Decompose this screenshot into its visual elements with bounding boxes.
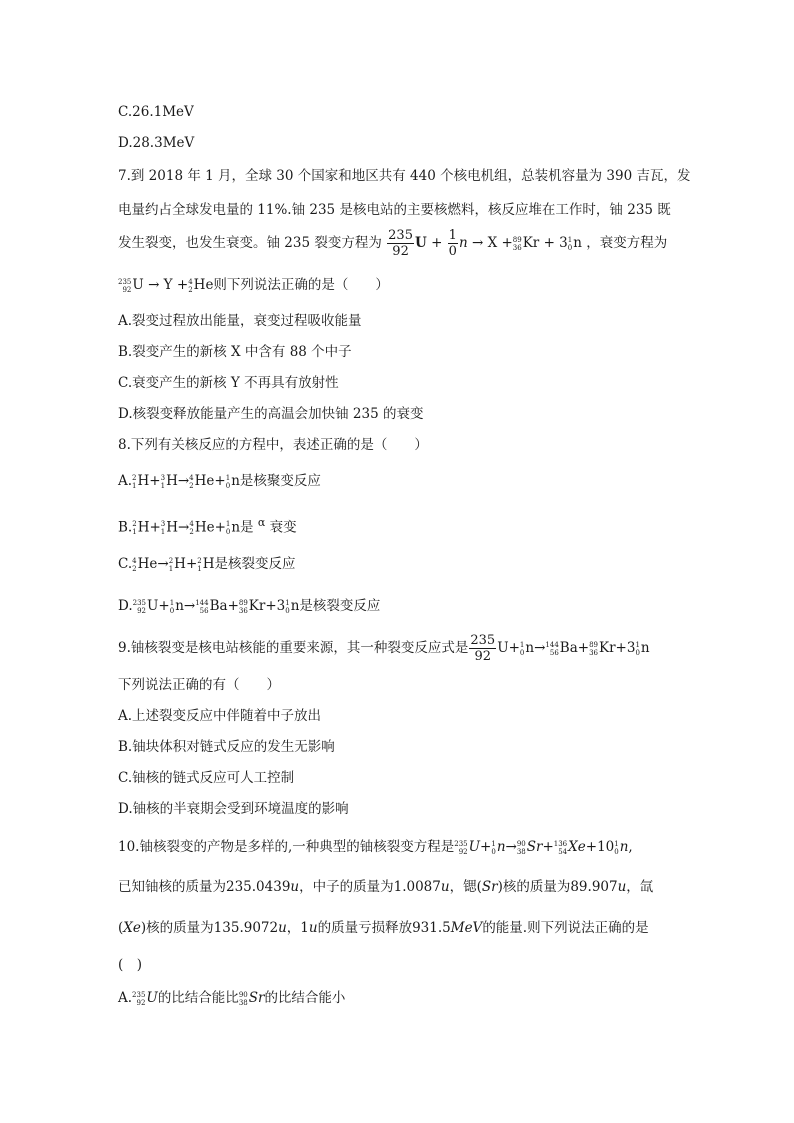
fraction-235-92 (469, 633, 496, 664)
frac-den: 0 (448, 244, 457, 259)
q10-line1-prefix: 10.铀核裂变的产物是多样的,一种典型的铀核裂变方程是 (118, 839, 455, 855)
atomic-number: 1 (160, 528, 166, 536)
q10-a-end: 的比结合能小 (264, 990, 346, 1006)
arrow: → (157, 556, 169, 572)
arrow: → (183, 598, 196, 614)
sym-he: He (137, 556, 158, 572)
atomic-number: 0 (225, 528, 231, 536)
atomic-number: 56 (199, 606, 209, 615)
sym-kr: Kr (248, 598, 266, 614)
mass-number: 4 (189, 473, 194, 482)
sym-h: H (166, 473, 178, 489)
nuclide-n (568, 236, 572, 252)
sym-sr: Sr (526, 839, 543, 855)
sym-y: Y (163, 277, 173, 293)
plus: + (577, 640, 590, 656)
plus: + (542, 839, 554, 855)
nuclide-n (635, 641, 639, 657)
sym-n: n (458, 235, 468, 251)
nuclide-sr (517, 840, 526, 856)
q9-option-b: B.铀块体积对链式反应的发生无影响 (118, 739, 335, 755)
nuclide-kr (513, 236, 522, 252)
sym-u: U (147, 598, 159, 614)
nuclide-n (226, 474, 230, 490)
q9-line-2: 下列说法正确的有（ ） (118, 677, 280, 693)
atomic-number: 1 (168, 564, 174, 573)
atomic-number: 1 (132, 528, 137, 536)
q9-line1-prefix: 9.铀核裂变是核电站核能的重要来源，其一种裂变反应式是 (118, 640, 469, 656)
mass-number: 2 (132, 520, 137, 528)
alpha-symbol: α (257, 516, 266, 529)
plus: + (615, 640, 627, 656)
q7-line4-suffix: He则下列说法正确的是（ ） (193, 277, 389, 293)
plus: + (149, 519, 161, 536)
atomic-number: 36 (512, 243, 522, 252)
nuclide-sr (239, 991, 248, 1007)
mass-number: 4 (188, 277, 193, 286)
atomic-number: 38 (238, 998, 248, 1007)
plus: + (185, 556, 198, 572)
mass-number: 89 (589, 640, 598, 649)
q7-option-d: D.核裂变释放能量产生的高温会加快铀 235 的衰变 (118, 406, 424, 422)
q7-line-1: 7.到 2018 年 1 月，全球 30 个国家和地区共有 440 个核电机组，总装机容量为 390 吉瓦，发 (118, 168, 691, 184)
q9-option-d: D.铀核的半衰期会受到环境温度的影响 (118, 801, 349, 817)
plus: + (480, 839, 492, 855)
fraction-1-0 (448, 228, 458, 259)
q7-line-2: 电量约占全球发电量的 11%.铀 235 是核电站的主要核燃料，核反应堆在工作时，铀 235 既 (118, 202, 671, 218)
sym-h: H (174, 556, 186, 572)
sym-h: H (137, 473, 150, 489)
atomic-number: 54 (558, 847, 568, 856)
atomic-number: 38 (516, 847, 526, 856)
sym-n: n (573, 235, 582, 251)
atomic-number: 92 (137, 606, 147, 615)
atomic-number: 0 (225, 481, 231, 490)
atomic-number: 1 (160, 481, 166, 490)
plus: + (265, 598, 277, 614)
atomic-number: 0 (519, 648, 525, 657)
nuclide-he (188, 278, 192, 294)
atomic-number: 92 (136, 998, 146, 1007)
mass-number: 235 (118, 277, 132, 286)
nuclide-u (132, 991, 145, 1007)
mass-number: 89 (238, 598, 248, 607)
atomic-number: 36 (589, 648, 598, 657)
mass-number: 2 (132, 473, 137, 482)
nuclide-he (189, 474, 193, 490)
option-c-prev: C.26.1MeV (118, 104, 194, 120)
q10-line-2 (118, 877, 653, 897)
q10-line-1: 10.铀核裂变的产物是多样的,一种典型的铀核裂变方程是 235 92 U+ 1 0 n→ 90 38 Sr+ 136 54 Xe+10 1 0 n, (118, 839, 633, 856)
unit-u: u (440, 879, 450, 895)
mass-number: 1 (225, 520, 231, 528)
sym-ba: Ba (209, 598, 228, 614)
arrow: → (178, 519, 190, 536)
q10-l2-c: ，锶( (449, 879, 482, 895)
mass-number: 4 (132, 556, 137, 565)
sym-n: n (525, 640, 535, 656)
sym-n: n (496, 839, 506, 855)
coef-3: 3 (276, 598, 286, 614)
mass-number: 144 (195, 598, 209, 607)
unit-u: u (308, 920, 318, 936)
arrow: → (177, 473, 190, 489)
mass-number: 1 (519, 640, 525, 649)
atomic-number: 2 (132, 564, 137, 573)
nuclide-h2 (132, 474, 136, 490)
q10-l2-d: )核的质量为 (497, 879, 571, 895)
nuclide-kr (239, 599, 248, 615)
sym-n: n (619, 839, 629, 855)
q8-b-end: 衰变 (269, 519, 297, 536)
mass-number: 1 (567, 235, 573, 244)
unit-mev: MeV (450, 920, 483, 936)
q8-a-tail: n是核聚变反应 (231, 473, 321, 489)
nuclide-n (614, 840, 618, 856)
sym-kr: Kr (522, 235, 540, 251)
coef-3: 3 (559, 235, 568, 251)
mass-number: 2 (197, 556, 202, 565)
mass-sr-value: 89.907 (570, 879, 618, 895)
atomic-number: 0 (567, 243, 573, 252)
q9-option-a: A.上述裂变反应中伴随着中子放出 (118, 708, 322, 724)
mass-number: 235 (454, 839, 468, 848)
nuclide-h3 (161, 520, 165, 536)
q8-option-a: A. 2 1 H+ 3 1 H→ 4 2 He+ 1 0 n是核聚变反应 (118, 473, 321, 490)
nuclide-n (285, 599, 289, 615)
atomic-number: 0 (614, 847, 619, 856)
arrow: → (505, 839, 517, 855)
plus: + (543, 235, 555, 251)
q10-option-a (118, 988, 345, 1008)
nuclide-ba (195, 599, 208, 615)
nuclide-u (118, 278, 131, 294)
frac-num: 235 (470, 633, 496, 648)
mass-number: 235 (132, 598, 147, 607)
mass-number: 1 (614, 839, 619, 848)
q7-line-4 (118, 275, 389, 295)
q8-stem: 8.下列有关核反应的方程中，表述正确的是（ ） (118, 437, 428, 453)
nuclide-n (170, 599, 174, 615)
nuclide-h3 (161, 474, 165, 490)
sym-he: He (194, 473, 215, 489)
sym-kr: Kr (599, 640, 616, 656)
energy-value: 931.5 (412, 920, 451, 936)
q10-a-prefix: A. (118, 990, 133, 1006)
plus: + (176, 277, 189, 293)
nuclide-kr (589, 641, 598, 657)
atomic-number: 56 (549, 648, 559, 657)
q8-option-d: D. 235 92 U+ 1 0 n→ 144 56 Ba+ 89 36 Kr+3 1 0 n是核裂变反应 (118, 598, 381, 615)
mass-number: 4 (189, 520, 194, 528)
q7-option-c: C.衰变产生的新核 Y 不再具有放射性 (118, 375, 339, 391)
mass-number: 1 (169, 598, 175, 607)
nuclide-he (132, 557, 136, 573)
q10-l3-d: 的质量亏损释放 (317, 920, 413, 936)
mass-number: 89 (512, 235, 522, 244)
coef-3: 3 (626, 640, 636, 656)
atomic-number: 0 (491, 847, 496, 856)
sym-h: H (166, 519, 179, 536)
q10-l3-e: 的能量.则下列说法正确的是 (482, 920, 649, 936)
mass-number: 144 (545, 640, 559, 649)
sym-u: U (497, 640, 509, 656)
mass-number: 1 (635, 640, 640, 649)
nuclide-u (454, 840, 467, 856)
unit-u: u (278, 920, 287, 936)
sym-n: n (175, 598, 184, 614)
sym-xe: Xe (123, 920, 141, 936)
q10-l3-a: ( (118, 920, 124, 936)
nuclide-u (133, 599, 146, 615)
sym-he: He (194, 519, 215, 536)
sym-xe: Xe (568, 839, 586, 855)
q9-line-1 (118, 633, 650, 664)
q7-line3-suffix: ，衰变方程为 (586, 235, 668, 251)
plus: + (508, 640, 520, 656)
atomic-number: 92 (458, 847, 468, 856)
plus: + (227, 598, 239, 614)
nuclide-n (226, 520, 230, 536)
nuclide-xe (554, 840, 567, 856)
nuclide-he (189, 520, 193, 536)
plus: + (158, 598, 170, 614)
arrow: → (471, 235, 484, 251)
atomic-number: 92 (122, 285, 132, 294)
mass-u-value: 235.0439 (226, 879, 291, 895)
atomic-number: 2 (189, 528, 194, 536)
nuclide-ba (545, 641, 558, 657)
atomic-number: 1 (132, 481, 137, 490)
sym-u: U (146, 990, 158, 1006)
atomic-number: 1 (197, 564, 202, 573)
unit-u: u (290, 879, 300, 895)
mass-number: 1 (491, 839, 496, 848)
q7-option-b: B.裂变产生的新核 X 中含有 88 个中子 (118, 344, 352, 360)
mass-number: 3 (160, 520, 166, 528)
q10-l2-e: ，氙 (626, 879, 654, 895)
mass-n-value: 1.0087 (393, 879, 441, 895)
sym-h: H (137, 519, 150, 536)
fraction-235-92 (387, 228, 414, 259)
q10-l3-b: )核的质量为 (140, 920, 214, 936)
nuclide-n (491, 840, 495, 856)
atomic-number: 0 (169, 606, 175, 615)
mass-number: 136 (553, 839, 568, 848)
q10-a-mid: 的比结合能比 (157, 990, 239, 1006)
mass-number: 235 (132, 990, 146, 999)
q8-option-b: B. 2 1 H+ 3 1 H→ 4 2 He+ 1 0 n是 $^\alpha$ 衰变 (118, 516, 297, 536)
q7-option-a: A.裂变过程放出能量，衰变过程吸收能量 (118, 313, 362, 329)
sym-u: U (132, 277, 144, 293)
plus: + (585, 839, 598, 855)
sym-u: U (414, 235, 427, 251)
mass-xe-value: 135.9072 (213, 920, 279, 936)
option-d-prev: D.28.3MeV (118, 135, 195, 151)
sym-ba: Ba (559, 640, 578, 656)
mass-number: 3 (160, 473, 166, 482)
q10-l2-a: 已知铀核的质量为 (118, 879, 226, 895)
mass-number: 90 (516, 839, 526, 848)
atomic-number: 0 (635, 648, 640, 657)
frac-den: 92 (392, 244, 409, 259)
frac-den: 92 (474, 649, 492, 664)
plus: + (214, 473, 226, 489)
mass-number: 2 (168, 556, 174, 565)
mass-one-value: 1 (300, 920, 309, 936)
mass-number: 1 (285, 598, 290, 607)
frac-num: 235 (388, 228, 413, 243)
arrow: → (148, 277, 160, 293)
q10-line-3 (118, 918, 649, 938)
arrow: → (534, 640, 546, 656)
sym-sr: Sr (481, 879, 498, 895)
q9-option-c: C.铀核的链式反应可人工控制 (118, 770, 295, 786)
atomic-number: 2 (189, 481, 194, 490)
coef-10: 10 (597, 839, 615, 855)
q8-d-tail: n是核裂变反应 (290, 598, 381, 614)
plus: + (431, 235, 443, 251)
sym-n: n (640, 640, 650, 656)
sym-u: U (468, 839, 481, 855)
nuclide-h2 (132, 520, 136, 536)
plus: + (501, 235, 513, 251)
plus: + (149, 473, 161, 489)
q8-option-c: C. 4 2 He→ 2 1 H+ 2 1 H是核裂变反应 (118, 556, 296, 573)
atomic-number: 2 (188, 285, 193, 294)
q7-line-3 (118, 228, 667, 259)
q7-line3-prefix: 发生裂变，也发生衰变。铀 235 裂变方程为 (118, 235, 382, 251)
atomic-number: 0 (285, 606, 290, 615)
mass-number: 1 (225, 473, 231, 482)
q8-b-tail: n是 (231, 519, 254, 536)
nuclide-h2 (169, 557, 173, 573)
unit-u: u (617, 879, 627, 895)
nuclide-n (520, 641, 524, 657)
mass-number: 90 (238, 990, 248, 999)
q10-l2-b: ，中子的质量为 (299, 879, 394, 895)
plus: + (214, 519, 226, 536)
sym-x: X (487, 235, 498, 251)
q8-c-tail: H是核裂变反应 (202, 556, 296, 572)
atomic-number: 36 (238, 606, 248, 615)
q10-line-4: ( ) (118, 957, 143, 973)
frac-num: 1 (448, 228, 457, 243)
sym-sr: Sr (248, 990, 265, 1006)
nuclide-h2 (197, 557, 201, 573)
q10-l3-c: ， (286, 920, 301, 936)
